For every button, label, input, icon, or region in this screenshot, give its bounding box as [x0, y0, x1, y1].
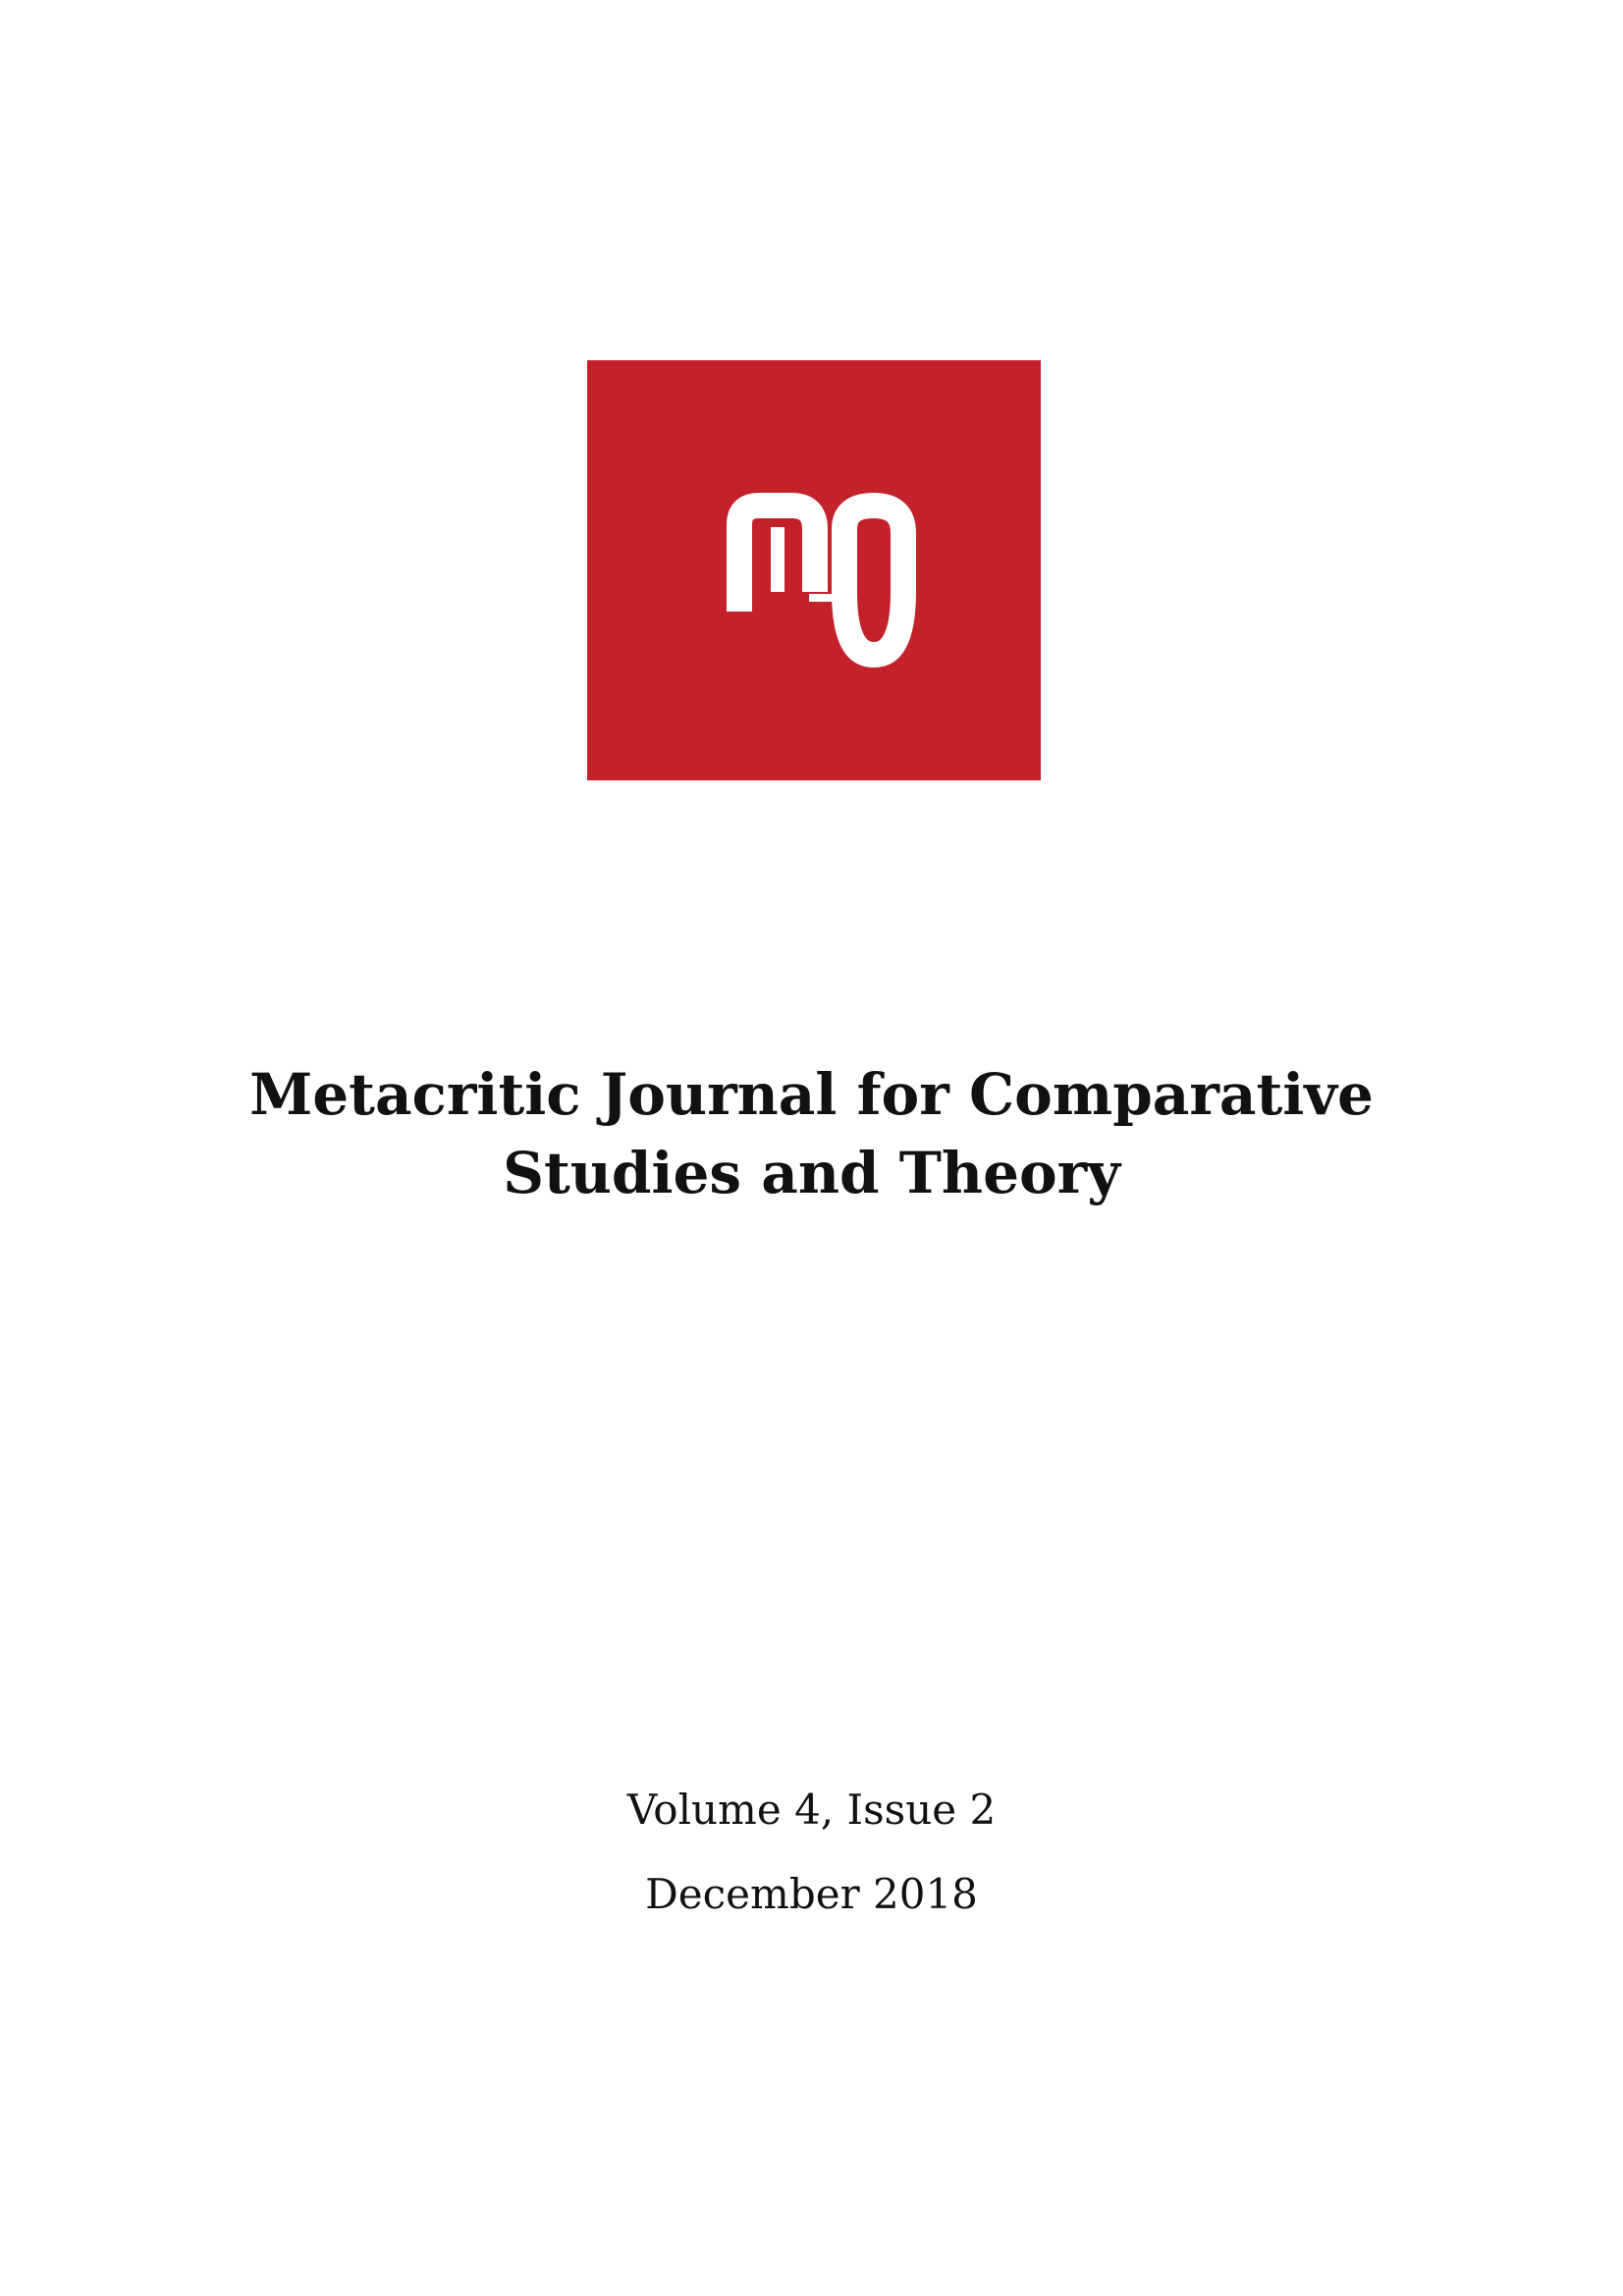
- journal-title: [0, 1055, 1623, 1212]
- volume-issue-label: Volume 4, Issue 2: [626, 1786, 997, 1834]
- journal-logo: [587, 360, 1041, 780]
- journal-title-line-1: Metacritic Journal for Comparative: [249, 1061, 1374, 1128]
- mj-monogram-icon: [587, 360, 1041, 780]
- publication-date-label: December 2018: [645, 1870, 978, 1918]
- journal-title-line-2: Studies and Theory: [503, 1140, 1120, 1206]
